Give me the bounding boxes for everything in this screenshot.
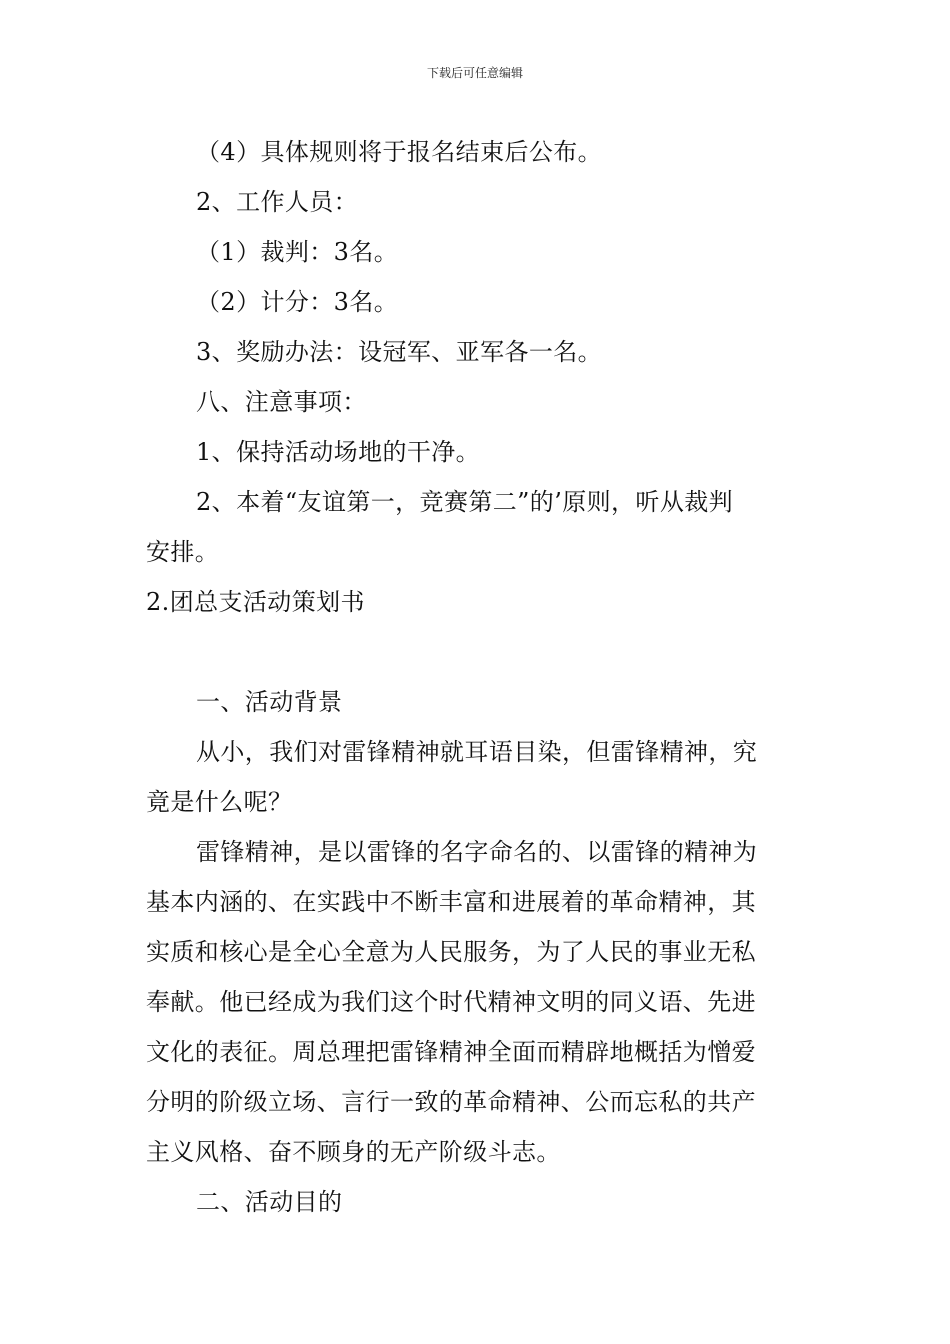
paragraph-background-1: 从小，我们对雷锋精神就耳语目染，但雷锋精神，究 <box>196 738 758 766</box>
paragraph-note-2: 2、本着“友谊第一，竞赛第二”的’原则，听从裁判 <box>196 488 734 516</box>
page-header: 下载后可任意编辑 <box>426 66 523 80</box>
paragraph-background-2-line-7: 主义风格、奋不顾身的无产阶级斗志。 <box>146 1138 561 1166</box>
document-title: 2.团总支活动策划书 <box>146 588 365 616</box>
document-body <box>146 127 808 1227</box>
paragraph-background-2-line-4: 奉献。他已经成为我们这个时代精神文明的同义语、先进 <box>146 988 756 1016</box>
paragraph-note-2-cont: 安排。 <box>146 538 220 566</box>
section-notes-heading: 八、注意事项： <box>196 388 367 416</box>
paragraph-background-2-line-6: 分明的阶级立场、言行一致的革命精神、公而忘私的共产 <box>146 1088 756 1116</box>
blank-line <box>146 627 808 677</box>
paragraph-background-2-line-5: 文化的表征。周总理把雷锋精神全面而精辟地概括为憎爱 <box>146 1038 756 1066</box>
section-purpose-heading: 二、活动目的 <box>196 1188 343 1216</box>
section-staff: 2、工作人员： <box>196 188 359 216</box>
paragraph-scorer: （2）计分：3名。 <box>196 288 399 316</box>
paragraph-note-1: 1、保持活动场地的干净。 <box>196 438 481 466</box>
paragraph-background-2-line-3: 实质和核心是全心全意为人民服务，为了人民的事业无私 <box>146 938 756 966</box>
paragraph-rule-4: （4）具体规则将于报名结束后公布。 <box>196 138 603 166</box>
section-background-heading: 一、活动背景 <box>196 688 343 716</box>
section-rewards: 3、奖励办法：设冠军、亚军各一名。 <box>196 338 603 366</box>
paragraph-background-2: 雷锋精神，是以雷锋的名字命名的、以雷锋的精神为 <box>196 838 758 866</box>
paragraph-background-2-line-2: 基本内涵的、在实践中不断丰富和进展着的革命精神，其 <box>146 888 756 916</box>
paragraph-referee: （1）裁判：3名。 <box>196 238 399 266</box>
paragraph-background-1-cont: 竟是什么呢？ <box>146 788 293 816</box>
